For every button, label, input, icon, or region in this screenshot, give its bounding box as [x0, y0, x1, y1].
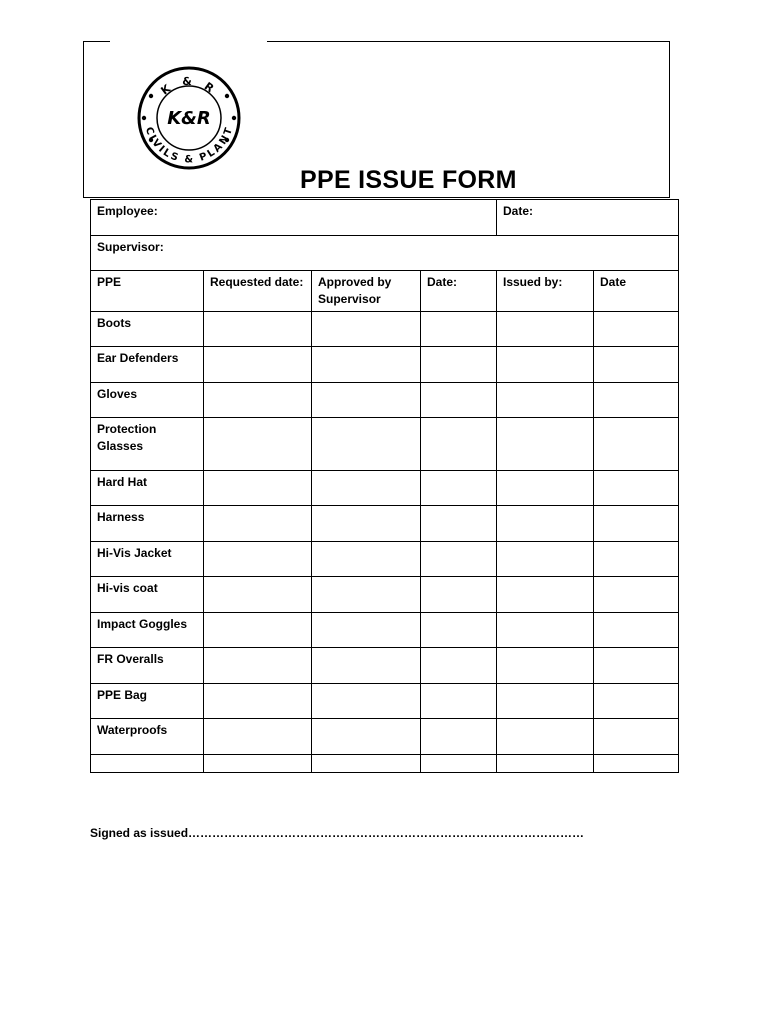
- ppe-item-label: Protection Glasses: [91, 418, 204, 471]
- table-row: [91, 506, 679, 542]
- svg-text:K & R: K & R: [158, 74, 220, 98]
- table-cell[interactable]: [497, 648, 594, 684]
- svg-text:K&R: K&R: [167, 108, 211, 129]
- table-cell[interactable]: [497, 755, 594, 773]
- table-cell[interactable]: [421, 383, 497, 418]
- table-cell[interactable]: [204, 542, 312, 577]
- table-cell[interactable]: [204, 577, 312, 613]
- header-requested-date: Requested date:: [204, 271, 312, 312]
- table-cell[interactable]: [204, 383, 312, 418]
- table-cell[interactable]: [204, 347, 312, 383]
- table-cell[interactable]: [594, 506, 679, 542]
- date-label: Date:: [503, 204, 534, 218]
- table-cell[interactable]: [204, 648, 312, 684]
- table-row: [91, 684, 679, 719]
- table-cell[interactable]: [497, 684, 594, 719]
- table-cell[interactable]: [497, 383, 594, 418]
- header-approved-by: Approved by Supervisor: [312, 271, 421, 312]
- supervisor-row: [91, 236, 679, 271]
- table-cell[interactable]: [204, 506, 312, 542]
- table-cell[interactable]: [421, 506, 497, 542]
- table-cell[interactable]: [497, 613, 594, 648]
- table-row: [91, 471, 679, 506]
- ppe-item-label: Boots: [91, 312, 204, 347]
- table-cell[interactable]: [497, 347, 594, 383]
- table-cell[interactable]: [204, 613, 312, 648]
- table-cell[interactable]: [312, 648, 421, 684]
- header-ppe: PPE: [91, 271, 204, 312]
- table-cell[interactable]: [497, 577, 594, 613]
- table-cell[interactable]: [421, 684, 497, 719]
- table-cell[interactable]: [421, 648, 497, 684]
- table-row-empty: [91, 755, 679, 773]
- ppe-item-label: FR Overalls: [91, 648, 204, 684]
- ppe-item-label: Impact Goggles: [91, 613, 204, 648]
- supervisor-field[interactable]: [91, 236, 679, 271]
- table-cell[interactable]: [594, 312, 679, 347]
- table-row: [91, 719, 679, 755]
- table-cell[interactable]: [421, 312, 497, 347]
- table-cell[interactable]: [497, 471, 594, 506]
- table-row: [91, 577, 679, 613]
- table-cell[interactable]: [421, 613, 497, 648]
- ppe-item-label: Hard Hat: [91, 471, 204, 506]
- table-cell[interactable]: [312, 684, 421, 719]
- svg-text:CIVILS & PLANT: CIVILS & PLANT: [142, 125, 236, 166]
- ppe-item-label: Harness: [91, 506, 204, 542]
- table-cell[interactable]: [312, 542, 421, 577]
- signed-as-issued-line: Signed as issued………………………………………………………………………………………: [90, 826, 585, 840]
- table-cell[interactable]: [594, 684, 679, 719]
- form-title: PPE ISSUE FORM: [300, 166, 517, 194]
- table-cell[interactable]: [421, 719, 497, 755]
- table-cell[interactable]: [594, 648, 679, 684]
- table-row: [91, 383, 679, 418]
- table-cell[interactable]: [421, 471, 497, 506]
- employee-field[interactable]: [91, 200, 497, 236]
- table-cell[interactable]: [594, 383, 679, 418]
- table-row: [91, 648, 679, 684]
- table-row: [91, 613, 679, 648]
- table-row: [91, 418, 679, 471]
- company-logo: [136, 66, 242, 170]
- table-header-row: [91, 271, 679, 312]
- table-cell[interactable]: [421, 418, 497, 471]
- table-cell[interactable]: [497, 542, 594, 577]
- table-row: [91, 312, 679, 347]
- table-cell[interactable]: [312, 418, 421, 471]
- table-cell[interactable]: [312, 383, 421, 418]
- table-cell[interactable]: [204, 418, 312, 471]
- ppe-item-label: Hi-Vis Jacket: [91, 542, 204, 577]
- table-cell[interactable]: [204, 755, 312, 773]
- table-cell[interactable]: [594, 471, 679, 506]
- table-cell[interactable]: [204, 684, 312, 719]
- table-cell[interactable]: [497, 418, 594, 471]
- table-cell[interactable]: [312, 347, 421, 383]
- table-cell[interactable]: [594, 613, 679, 648]
- table-cell[interactable]: [204, 312, 312, 347]
- date-field[interactable]: [497, 200, 679, 236]
- table-cell[interactable]: [91, 755, 204, 773]
- table-cell[interactable]: [204, 719, 312, 755]
- table-row: [91, 542, 679, 577]
- header-issue-date: Date: [594, 271, 679, 312]
- header-date: Date:: [421, 271, 497, 312]
- table-cell[interactable]: [312, 577, 421, 613]
- table-cell[interactable]: [594, 418, 679, 471]
- employee-row: [91, 200, 679, 236]
- table-cell[interactable]: [421, 542, 497, 577]
- table-cell[interactable]: [312, 506, 421, 542]
- table-cell[interactable]: [497, 719, 594, 755]
- table-cell[interactable]: [497, 312, 594, 347]
- table-row: [91, 347, 679, 383]
- table-cell[interactable]: [594, 542, 679, 577]
- supervisor-label: Supervisor:: [97, 240, 164, 254]
- table-cell[interactable]: [204, 471, 312, 506]
- table-cell[interactable]: [312, 719, 421, 755]
- table-cell[interactable]: [497, 506, 594, 542]
- table-cell[interactable]: [421, 347, 497, 383]
- table-cell[interactable]: [312, 471, 421, 506]
- header-issued-by: Issued by:: [497, 271, 594, 312]
- table-cell[interactable]: [421, 577, 497, 613]
- table-cell[interactable]: [594, 347, 679, 383]
- table-cell[interactable]: [594, 755, 679, 773]
- ppe-item-label: Gloves: [91, 383, 204, 418]
- table-cell[interactable]: [421, 755, 497, 773]
- ppe-item-label: Ear Defenders: [91, 347, 204, 383]
- table-cell[interactable]: [312, 755, 421, 773]
- table-cell[interactable]: [312, 613, 421, 648]
- employee-label: Employee:: [97, 204, 158, 218]
- ppe-item-label: Hi-vis coat: [91, 577, 204, 613]
- ppe-issue-table: [90, 199, 679, 773]
- ppe-item-label: PPE Bag: [91, 684, 204, 719]
- ppe-item-label: Waterproofs: [91, 719, 204, 755]
- table-cell[interactable]: [594, 577, 679, 613]
- table-cell[interactable]: [312, 312, 421, 347]
- table-cell[interactable]: [594, 719, 679, 755]
